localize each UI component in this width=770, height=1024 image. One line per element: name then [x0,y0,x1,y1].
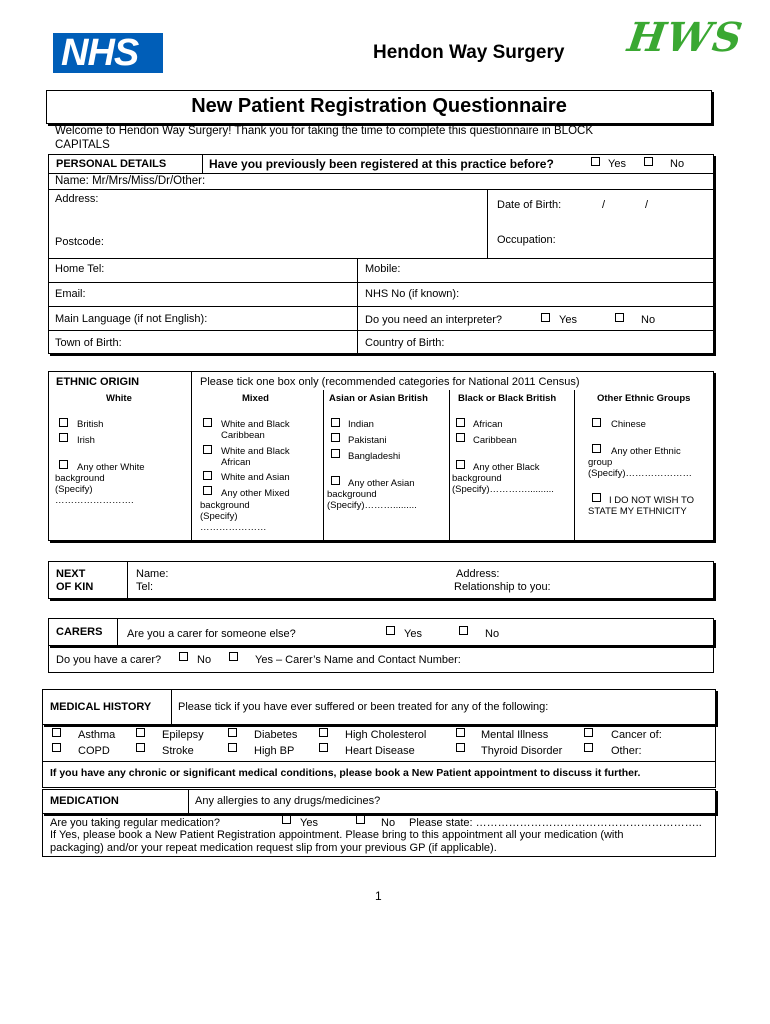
stroke-checkbox[interactable] [136,743,145,752]
other-checkbox[interactable] [584,743,593,752]
col-asian: Asian or Asian British [329,393,428,404]
any-other-mixed-label: Any other Mixed [221,488,290,499]
asthma-label: Asthma [78,729,116,741]
any-other-asian-checkbox[interactable] [331,476,340,485]
diabetes-checkbox[interactable] [228,728,237,737]
any-other-ethnic-label: Any other Ethnic [611,446,681,457]
name-field[interactable]: Name: Mr/Mrs/Miss/Dr/Other: [55,175,206,187]
previously-registered-no-checkbox[interactable] [644,157,653,166]
medication-info-line-2: packaging) and/or your repeat medication request slip from your previous GP (if applicable). [50,842,497,854]
previously-registered-question: Have you previously been registered at this practice before? [209,157,554,171]
any-other-white-line3: (Specify) [55,484,93,495]
address-field[interactable]: Address: [55,193,99,205]
kin-tel-field[interactable]: Tel: [136,581,154,593]
ethnic-origin-label: ETHNIC ORIGIN [56,376,140,388]
white-black-african-line2: African [221,457,251,468]
indian-checkbox[interactable] [331,418,340,427]
any-other-mixed-line3: (Specify) [200,511,238,522]
any-other-asian-line2: background [327,489,377,500]
any-other-mixed-specify[interactable]: ………………… [200,522,267,533]
bangladeshi-label: Bangladeshi [348,451,401,462]
any-other-mixed-checkbox[interactable] [203,486,212,495]
white-black-caribbean-line2: Caribbean [221,430,265,441]
medication-info-line-1: If Yes, please book a New Patient Registration appointment. Please bring to this appointment all your medication (with [50,829,624,841]
previously-registered-yes-label: Yes [608,158,626,170]
kin-relationship-field[interactable]: Relationship to you: [454,581,551,593]
do-not-wish-line2: STATE MY ETHNICITY [588,506,687,517]
pakistani-checkbox[interactable] [331,433,340,442]
regular-medication-question: Are you taking regular medication? [50,817,220,829]
heart-disease-label: Heart Disease [345,745,415,757]
white-black-african-checkbox[interactable] [203,445,212,454]
next-of-kin-section [48,561,714,599]
epilepsy-label: Epilepsy [162,729,204,741]
stroke-label: Stroke [162,745,194,757]
welcome-line-2: CAPITALS [55,139,110,151]
nhs-logo-text: NHS [61,32,139,74]
have-carer-no-checkbox[interactable] [179,652,188,661]
mobile-field[interactable]: Mobile: [365,263,401,275]
high-bp-checkbox[interactable] [228,743,237,752]
form-title: New Patient Registration Questionnaire [191,95,567,117]
ethnic-instruction: Please tick one box only (recommended categories for National 2011 Census) [200,376,580,388]
interpreter-yes-checkbox[interactable] [541,313,550,322]
any-other-ethnic-checkbox[interactable] [592,444,601,453]
previously-registered-no-label: No [670,158,685,170]
main-language-field[interactable]: Main Language (if not English): [55,313,208,325]
medical-history-instruction: Please tick if you have ever suffered or been treated for any of the following: [178,701,549,713]
col-white: White [106,393,132,404]
dob-field[interactable]: Date of Birth: [497,199,562,211]
any-other-white-checkbox[interactable] [59,460,68,469]
copd-checkbox[interactable] [52,743,61,752]
medical-note: If you have any chronic or significant medical conditions, please book a New Patient appointment to discuss it further. [50,767,641,779]
any-other-ethnic-line2: group [588,457,613,468]
epilepsy-checkbox[interactable] [136,728,145,737]
bangladeshi-checkbox[interactable] [331,449,340,458]
copd-label: COPD [78,745,110,757]
white-asian-checkbox[interactable] [203,471,212,480]
irish-label: Irish [77,435,95,446]
home-tel-field[interactable]: Home Tel: [55,263,105,275]
interpreter-no-label: No [641,314,656,326]
have-carer-yes-checkbox[interactable] [229,652,238,661]
heart-disease-checkbox[interactable] [319,743,328,752]
pakistani-label: Pakistani [348,435,387,446]
next-of-kin-label-line2: OF KIN [56,581,94,593]
any-other-black-checkbox[interactable] [456,460,465,469]
british-label: British [77,419,104,430]
interpreter-no-checkbox[interactable] [615,313,624,322]
carer-no-label: No [485,628,500,640]
mental-illness-checkbox[interactable] [456,728,465,737]
any-other-black-line2: background [452,473,502,484]
previously-registered-yes-checkbox[interactable] [591,157,600,166]
high-cholesterol-label: High Cholesterol [345,729,427,741]
asthma-checkbox[interactable] [52,728,61,737]
do-not-wish-label: I DO NOT WISH TO [609,495,694,506]
medication-yes-checkbox[interactable] [282,815,291,824]
col-mixed: Mixed [242,393,269,404]
medication-no-checkbox[interactable] [356,815,365,824]
have-carer-question: Do you have a carer? [56,654,162,666]
postcode-field[interactable]: Postcode: [55,236,104,248]
diabetes-label: Diabetes [254,729,298,741]
any-other-black-label: Any other Black [473,462,540,473]
dob-separator-2: / [645,199,649,211]
african-checkbox[interactable] [456,418,465,427]
caribbean-label: Caribbean [473,435,517,446]
medication-label: MEDICATION [50,795,119,807]
any-other-black-specify[interactable]: (Specify)………….......... [452,484,554,495]
any-other-ethnic-specify[interactable]: (Specify)………………… [588,468,692,479]
any-other-white-label: Any other White [77,462,145,473]
carers-label: CARERS [56,626,103,638]
medication-yes-label: Yes [300,817,318,829]
welcome-line-1: Welcome to Hendon Way Surgery! Thank you for taking the time to complete this questionnaire in BLOCK [55,125,594,137]
british-checkbox[interactable] [59,418,68,427]
occupation-field[interactable]: Occupation: [497,234,556,246]
thyroid-label: Thyroid Disorder [481,745,563,757]
high-cholesterol-checkbox[interactable] [319,728,328,737]
personal-details-label: PERSONAL DETAILS [56,158,167,170]
carer-question: Are you a carer for someone else? [127,628,296,640]
cancer-label[interactable]: Cancer of: [611,729,662,741]
dob-separator-1: / [602,199,606,211]
white-asian-label: White and Asian [221,472,290,483]
page-number: 1 [375,889,382,903]
town-of-birth-field[interactable]: Town of Birth: [55,337,122,349]
irish-checkbox[interactable] [59,433,68,442]
any-other-mixed-line2: background [200,500,250,511]
hws-logo: HWS [624,14,746,61]
nhs-logo [53,33,163,73]
caribbean-checkbox[interactable] [456,433,465,442]
other-label[interactable]: Other: [611,745,642,757]
any-other-white-line2: background [55,473,105,484]
next-of-kin-label: NEXT [56,568,86,580]
surgery-name: Hendon Way Surgery [373,42,565,63]
allergies-question[interactable]: Any allergies to any drugs/medicines? [195,795,381,807]
kin-address-field[interactable]: Address: [456,568,500,580]
nhs-number-field[interactable]: NHS No (if known): [365,288,460,300]
medication-please-state[interactable]: Please state: …………………………………………………….. [409,817,702,829]
white-black-african-label: White and Black [221,446,290,457]
carer-yes-checkbox[interactable] [386,626,395,635]
white-black-caribbean-label: White and Black [221,419,290,430]
thyroid-checkbox[interactable] [456,743,465,752]
country-of-birth-field[interactable]: Country of Birth: [365,337,445,349]
email-field[interactable]: Email: [55,288,86,300]
medication-no-label: No [381,817,396,829]
carer-yes-label: Yes [404,628,422,640]
cancer-checkbox[interactable] [584,728,593,737]
any-other-asian-label: Any other Asian [348,478,415,489]
have-carer-no-label: No [197,654,212,666]
col-black: Black or Black British [458,393,557,404]
kin-name-field[interactable]: Name: [136,568,169,580]
chinese-checkbox[interactable] [592,418,601,427]
any-other-white-specify[interactable]: ……………………. [55,495,134,506]
carer-no-checkbox[interactable] [459,626,468,635]
high-bp-label: High BP [254,745,295,757]
do-not-wish-checkbox[interactable] [592,493,601,502]
any-other-asian-specify[interactable]: (Specify)………......... [327,500,417,511]
chinese-label: Chinese [611,419,646,430]
mental-illness-label: Mental Illness [481,729,549,741]
indian-label: Indian [348,419,374,430]
white-black-caribbean-checkbox[interactable] [203,418,212,427]
interpreter-yes-label: Yes [559,314,577,326]
form-title-box [46,90,712,124]
african-label: African [473,419,503,430]
medical-history-label: MEDICAL HISTORY [50,701,152,713]
interpreter-question: Do you need an interpreter? [365,314,502,326]
have-carer-yes-details[interactable]: Yes – Carer’s Name and Contact Number: [255,654,461,666]
col-other: Other Ethnic Groups [597,393,691,404]
